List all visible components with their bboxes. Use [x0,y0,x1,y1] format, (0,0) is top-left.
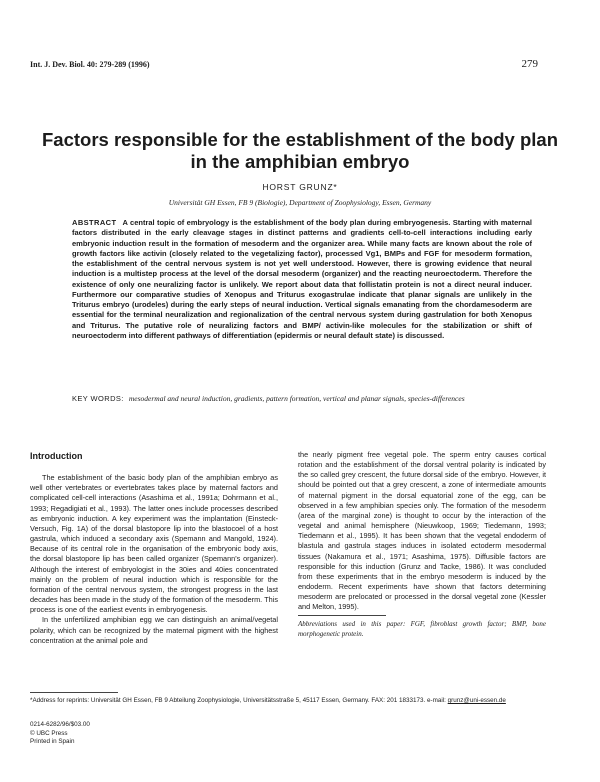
keywords-label: KEY WORDS: [72,394,124,403]
abstract [72,218,532,341]
intro-paragraph-continued: the nearly pigment free vegetal pole. The sperm entry causes cortical rotation and the establishment of the dorsal ventral polarity is indicated by the so called grey crescent, the future dorsal side of the embryo. However, it should be pointed out that a grey crescent, a zone of intermediate amounts of maternal pigment in the dorsal equatorial zone of the egg, can be observed in a few amphibian species only. The formation of the mesoderm (area of the marginal zone) is thought to occur by the interaction of the vegetal and animal hemisphere (Nieuwkoop, 1969; Tiedemann, 1993; Tiedemann et al., 1995). It has been shown that the vegetal endoderm of blastula and gastrula stages induces in isolated ectoderm mesodermal tissues (Nakamura et al., 1971; Asashima, 1975). Diffusible factors are responsible for this induction (Grunz and Tacke, 1986). It was concluded from these experiments that in the embryo mesoderm is induced by the endoderm. Recent experiments have shown that factors determining mesoderm are prelocated or processed in the dorsal vegetal zone (Kessler and Melton, 1995). [298,450,546,612]
page-number: 279 [521,58,538,70]
abstract-label: ABSTRACT [72,218,117,227]
email-link[interactable]: grunz@uni-essen.de [447,697,506,704]
issn-code: 0214-6282/96/$03.00 [30,721,90,728]
issn-block [30,721,90,747]
intro-paragraph-2: In the unfertilized amphibian egg we can distinguish an animal/vegetal polarity, which can be recognized by the maternal pigment with the highest concentration at the animal pole and [30,615,278,645]
section-heading-introduction: Introduction [30,451,83,461]
journal-citation: Int. J. Dev. Biol. 40: 279-289 (1996) [30,60,150,69]
article-title: Factors responsible for the establishment of the body plan in the amphibian embryo [41,129,559,172]
intro-paragraph-1: The establishment of the basic body plan of the amphibian embryo as well other vertebrates or evertebrates takes place by maternal factors and complicated cell-cell interactions (Asashima et al., 1991a; Dohrmann et al., 1993; Regadigiati et al., 1993). The latter ones include processes described as embryonic induction. A key experiment was the implantation (Einsteck-Versuch, Fig. 1A) of the dorsal blastopore lip into the blastocoel of a host gastrula, which induced a secondary axis (Spemann and Mangold, 1924). Because of its central role in the organisation of the embryonic body axis, the dorsal blastopore lip has been called organizer (Spemann's organizer). Although the interest of embryologist in the 30ies and 40ies concentrated mainly on the problem of neural induction which is responsible for the formation of the central nervous system, the strongest progress in the last decades has been made in the study of the formation of the mesoderm. This process is one of the earliest events in embryogenesis. [30,473,278,615]
right-column [298,450,546,639]
publisher-copyright: © UBC Press [30,729,68,737]
footnote-text: *Address for reprints: Universität GH Essen, FB 9 Abteilung Zoophysiologie, Universitätsstraße 5, 45117 Essen, Germany. FAX: 201 1833173. e-mail: [30,697,446,704]
abstract-text: A central topic of embryology is the establishment of the body plan during embryogenesis. Starting with maternal factors distributed in the early cleavage stages in distinct patterns and gradients cell-to-cell interactions including early embryonic induction result in the formation of mesoderm and the organizer area. While many facts are known about the role of growth factors like activin (closely related to the vegetalizing factor), processed Vg1, BMPs and FGF for mesoderm formation, the establishment of the central nervous system is not yet well understood. However, there is growing evidence that neural induction is a multistep process at the level of the dorsal mesoderm (organizer) and the reacting neuroectoderm. Therefore the existence of only one neuralizing factor is unlikely. We report about data that follistatin protein is not a direct neural inducer. Furthermore our comparative studies of Xenopus and Triturus exogastrulae indicate that planar signals are unlikely in the Triturus embryo (urodeles) during the early steps of neural induction. Vertical signals emanating from the chordamesoderm are essential for the terminal neuralization and regionalization of the central nervous system during gastrulation for both Xenopus and Triturus. The putative role of neuralizing factors and BMP/ activin-like molecules for the stabilization or shift of neuroectoderm into different pathways of differentiation (epidermis or neural default state) is discussed. [72,218,532,340]
abbreviations-divider [298,615,386,616]
affiliation: Universität GH Essen, FB 9 (Biologie), Department of Zoophysiology, Essen, Germany [168,198,432,207]
keywords-text: mesodermal and neural induction, gradients, pattern formation, vertical and planar signals, species-differences [128,394,465,403]
abbreviations-note: Abbreviations used in this paper: FGF, fibroblast growth factor; BMP, bone morphogenetic protein. [298,619,546,638]
reprint-footnote [30,697,550,706]
footnote-divider [30,692,118,693]
printed-in: Printed in Spain [30,738,75,745]
left-column [30,450,278,646]
author: HORST GRUNZ* [262,182,338,192]
keywords [72,394,532,405]
